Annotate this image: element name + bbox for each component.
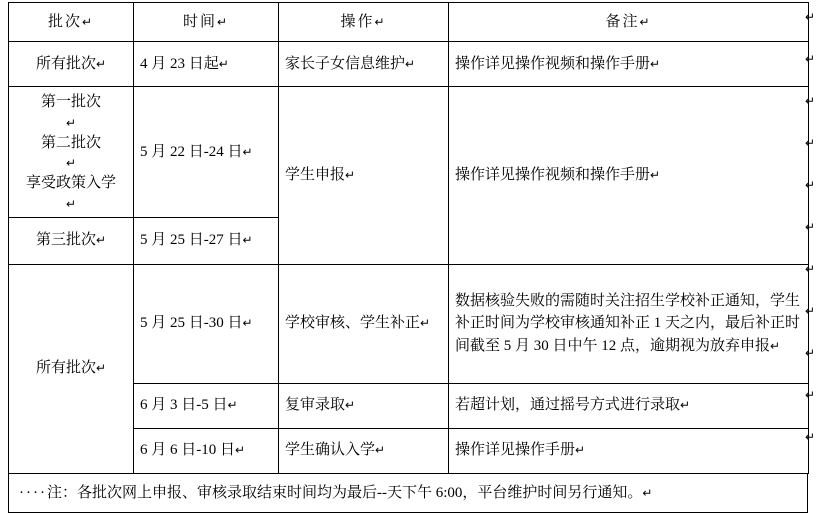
cell-time	[134, 42, 279, 87]
paragraph-mark: ↵	[805, 304, 815, 318]
footnote-text: 注：各批次网上申报、审核录取结束时间均为最后--天下午 6:00，平台维护时间另行通知。	[47, 485, 642, 501]
paragraph-mark: ↵	[375, 443, 385, 457]
cell-note	[449, 383, 809, 428]
paragraph-mark: ↵	[805, 10, 815, 24]
paragraph-mark: ↵	[243, 233, 253, 247]
paragraph-mark: ↵	[96, 233, 106, 247]
table-row	[9, 87, 809, 218]
paragraph-mark: ↵	[243, 145, 253, 159]
paragraph-mark: ↵	[82, 15, 94, 29]
paragraph-mark: ↵	[650, 57, 660, 71]
cell-batch-text: 第三批次	[36, 232, 96, 248]
paragraph-mark: ↵	[243, 316, 253, 330]
cell-batch	[9, 264, 134, 473]
document-page	[0, 2, 817, 461]
cell-batch-line	[15, 91, 127, 132]
cell-operation	[279, 87, 449, 265]
cell-operation-text: 学校审核、学生补正	[285, 315, 420, 331]
column-header-batch-label: 批次	[48, 14, 82, 30]
paragraph-mark: ↵	[420, 316, 430, 330]
cell-note-text: 若超计划，通过摇号方式进行录取	[455, 397, 680, 413]
paragraph-mark: ↵	[805, 220, 815, 234]
paragraph-mark: ↵	[805, 52, 815, 66]
schedule-table	[8, 2, 809, 474]
cell-time	[134, 383, 279, 428]
column-header-operation-label: 操作	[340, 14, 374, 30]
paragraph-mark: ↵	[96, 361, 106, 375]
paragraph-mark: ↵	[650, 168, 660, 182]
cell-batch-text: 第二批次	[15, 132, 127, 155]
paragraph-mark: ↵	[805, 430, 815, 444]
table-row	[9, 264, 809, 383]
paragraph-mark: ↵	[15, 195, 127, 213]
cell-operation	[279, 264, 449, 383]
table-row	[9, 42, 809, 87]
paragraph-mark: ↵	[680, 398, 690, 412]
cell-operation-text: 学生申报	[285, 167, 345, 183]
paragraph-mark: ↵	[639, 15, 651, 29]
cell-time	[134, 217, 279, 264]
paragraph-mark: ↵	[217, 15, 229, 29]
margin-paragraph-marks	[803, 2, 815, 461]
cell-note	[449, 428, 809, 473]
cell-time-text: 6 月 3 日-5 日	[140, 397, 228, 413]
paragraph-mark: ↵	[96, 57, 106, 71]
cell-batch	[9, 42, 134, 87]
cell-note-text: 数据核验失败的需随时关注招生学校补正通知，学生补正时间为学校审核通知补正 1 天之内，最后补正时间截至 5 月 30 日中午 12 点，逾期视为放弃申报	[455, 293, 800, 354]
paragraph-mark: ↵	[770, 339, 780, 353]
column-header-note	[449, 3, 809, 42]
paragraph-mark: ↵	[805, 262, 815, 276]
paragraph-mark: ↵	[642, 486, 652, 500]
paragraph-mark: ↵	[405, 57, 415, 71]
cell-operation	[279, 428, 449, 473]
cell-time-text: 5 月 25 日-27 日	[140, 232, 243, 248]
column-header-operation	[279, 3, 449, 42]
column-header-note-label: 备注	[605, 14, 639, 30]
column-header-time	[134, 3, 279, 42]
paragraph-mark: ↵	[805, 94, 815, 108]
cell-batch-line	[15, 172, 127, 213]
column-header-batch	[9, 3, 134, 42]
cell-time	[134, 428, 279, 473]
cell-batch-text: 所有批次	[36, 56, 96, 72]
cell-time-text: 5 月 22 日-24 日	[140, 144, 243, 160]
cell-time	[134, 87, 279, 218]
paragraph-mark: ↵	[219, 57, 229, 71]
cell-operation-text: 复审录取	[285, 397, 345, 413]
cell-time-text: 5 月 25 日-30 日	[140, 315, 243, 331]
paragraph-mark: ↵	[228, 398, 238, 412]
cell-note	[449, 87, 809, 265]
footnote-dots: ····	[19, 485, 47, 501]
cell-batch-text: 第一批次	[15, 91, 127, 114]
table-footnote-row	[8, 474, 808, 513]
paragraph-mark: ↵	[805, 346, 815, 360]
cell-note-text: 操作详见操作视频和操作手册	[455, 167, 650, 183]
paragraph-mark: ↵	[374, 15, 386, 29]
cell-time-text: 4 月 23 日起	[140, 56, 219, 72]
cell-operation-text: 家长子女信息维护	[285, 56, 405, 72]
cell-batch	[9, 87, 134, 218]
paragraph-mark: ↵	[15, 114, 127, 132]
paragraph-mark: ↵	[235, 443, 245, 457]
paragraph-mark: ↵	[575, 443, 585, 457]
cell-note-text: 操作详见操作视频和操作手册	[455, 56, 650, 72]
cell-batch-text: 所有批次	[36, 360, 96, 376]
cell-operation	[279, 383, 449, 428]
cell-time-text: 6 月 6 日-10 日	[140, 442, 235, 458]
paragraph-mark: ↵	[345, 168, 355, 182]
cell-time	[134, 264, 279, 383]
paragraph-mark: ↵	[805, 136, 815, 150]
cell-note-text: 操作详见操作手册	[455, 442, 575, 458]
cell-operation-text: 学生确认入学	[285, 442, 375, 458]
paragraph-mark: ↵	[345, 398, 355, 412]
table-header-row	[9, 3, 809, 42]
cell-batch-text: 享受政策入学	[15, 172, 127, 195]
cell-batch	[9, 217, 134, 264]
cell-batch-line	[15, 132, 127, 173]
cell-note	[449, 264, 809, 383]
paragraph-mark: ↵	[805, 388, 815, 402]
cell-note	[449, 42, 809, 87]
column-header-time-label: 时间	[183, 14, 217, 30]
paragraph-mark: ↵	[805, 178, 815, 192]
paragraph-mark: ↵	[15, 154, 127, 172]
cell-operation	[279, 42, 449, 87]
